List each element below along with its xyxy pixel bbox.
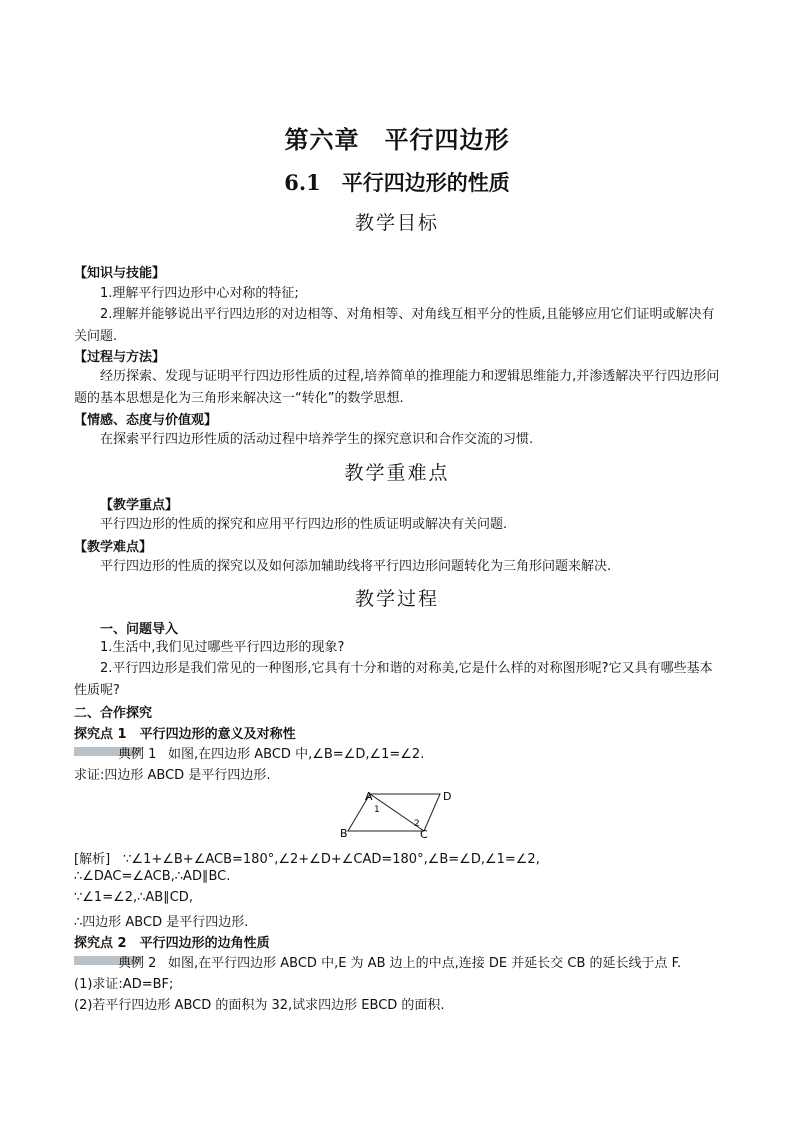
emotion-label: 【情感、态度与价值观】 <box>74 413 218 428</box>
explore-point-2: 探究点 2 平行四边形的边角性质 <box>74 936 270 951</box>
example-1-text: 如图,在四边形 ABCD 中,∠B=∠D,∠1=∠2. <box>168 747 425 762</box>
intro-question-1: 1.生活中,我们见过哪些平行四边形的现象? <box>100 640 345 655</box>
figure-label-b: B <box>340 827 348 840</box>
example-1-prove: 求证:四边形 ABCD 是平行四边形. <box>74 768 271 783</box>
analysis-line-1: [解析] ∵∠1+∠B+∠ACB=180°,∠2+∠D+∠CAD=180°,∠B=∠D,∠1=∠2, <box>74 852 540 867</box>
analysis-line-3: ∵∠1=∠2,∴AB∥CD, <box>74 890 193 905</box>
example-2-text: 如图,在平行四边形 ABCD 中,E 为 AB 边上的中点,连接 DE 并延长交 CB 的延长线于点 F. <box>168 956 682 971</box>
example-2-question-2: (2)若平行四边形 ABCD 的面积为 32,试求四边形 EBCD 的面积. <box>74 998 445 1013</box>
parallelogram-figure <box>330 786 460 840</box>
knowledge-item-2: 2.理解并能够说出平行四边形的对边相等、对角相等、对角线互相平分的性质,且能够应用它们证明或解决有关问题. <box>74 307 715 344</box>
figure-angle-2: 2 <box>414 819 420 829</box>
section-title: 6.1 平行四边形的性质 <box>284 170 510 195</box>
key-point-label: 【教学重点】 <box>100 498 179 513</box>
figure-label-c: C <box>420 828 428 840</box>
process-text: 经历探索、发现与证明平行四边形性质的过程,培养简单的推理能力和逻辑思维能力,并渗透解决平行四边形问题的基本思想是化为三角形来解决这一“转化”的数学思想. <box>74 369 720 406</box>
analysis-line-4: ∴四边形 ABCD 是平行四边形. <box>74 915 249 930</box>
example-1-label: 典例 1 <box>118 747 157 762</box>
chapter-title: 第六章 平行四边形 <box>284 125 510 154</box>
analysis-line-2: ∴∠DAC=∠ACB,∴AD∥BC. <box>74 869 231 884</box>
knowledge-item-1: 1.理解平行四边形中心对称的特征; <box>100 286 299 301</box>
difficult-point-text: 平行四边形的性质的探究以及如何添加辅助线将平行四边形问题转化为三角形问题来解决. <box>100 559 612 574</box>
example-2-question-1: (1)求证:AD=BF; <box>74 977 174 992</box>
figure-parallelogram <box>348 794 440 831</box>
explore-title: 二、合作探究 <box>74 706 153 721</box>
key-point-text: 平行四边形的性质的探究和应用平行四边形的性质证明或解决有关问题. <box>100 517 508 532</box>
heading-teaching-goals: 教学目标 <box>354 212 439 234</box>
explore-point-1: 探究点 1 平行四边形的意义及对称性 <box>74 727 296 742</box>
figure-label-a: A <box>365 790 373 803</box>
heading-teaching-process: 教学过程 <box>354 588 439 610</box>
figure-label-d: D <box>443 790 452 803</box>
process-label: 【过程与方法】 <box>74 350 166 365</box>
knowledge-label: 【知识与技能】 <box>74 266 166 281</box>
intro-question-2: 2.平行四边形是我们常见的一种图形,它具有十分和谐的对称美,它是什么样的对称图形呢?它又具有哪些基本性质呢? <box>74 661 713 698</box>
intro-title: 一、问题导入 <box>100 622 179 637</box>
figure-angle-1: 1 <box>374 805 380 815</box>
emotion-text: 在探索平行四边形性质的活动过程中培养学生的探究意识和合作交流的习惯. <box>100 432 534 447</box>
example-2-label: 典例 2 <box>118 956 157 971</box>
heading-key-difficult: 教学重难点 <box>344 462 450 484</box>
difficult-point-label: 【教学难点】 <box>74 540 153 555</box>
